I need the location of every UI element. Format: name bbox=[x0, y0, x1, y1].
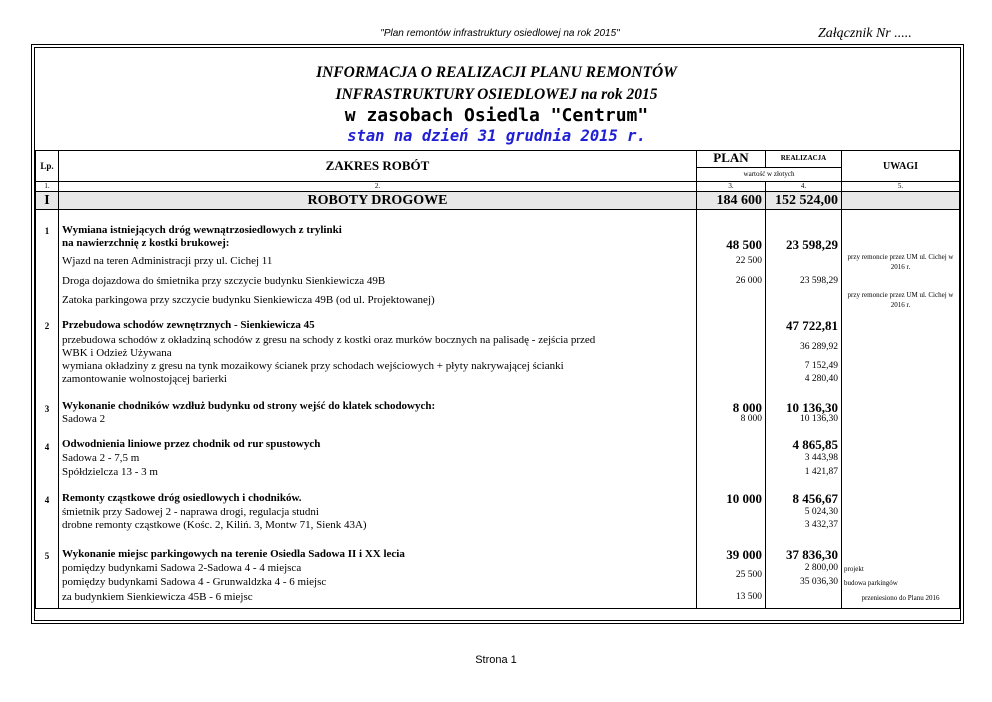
item-realizacja: 4 865,85 bbox=[792, 437, 838, 452]
item-plan: 10 000 bbox=[726, 491, 762, 506]
col-realizacja-header: REALIZACJA bbox=[766, 151, 842, 168]
item-realizacja: 47 722,81 bbox=[786, 318, 838, 333]
item-title: na nawierzchnię z kostki brukowej: bbox=[62, 237, 230, 249]
item-lp: 4 bbox=[44, 495, 50, 505]
section-row bbox=[36, 192, 960, 210]
item-realizacja: 8 456,67 bbox=[792, 491, 838, 506]
item-title: Wymiana istniejących dróg wewnątrzosiedlowych z trylinki bbox=[62, 224, 342, 236]
row-realizacja: 1 421,87 bbox=[804, 467, 838, 477]
note: przy remoncie przez UM ul. Cichej w 2016 r. bbox=[847, 253, 954, 271]
item-row: pomiędzy budynkami Sadowa 4 - Grunwaldzka 4 - 6 miejsc bbox=[62, 576, 327, 588]
item-title: Przebudowa schodów zewnętrznych - Sienkiewicza 45 bbox=[62, 319, 315, 331]
lp-column bbox=[36, 210, 59, 609]
title-line-3: w zasobach Osiedla "Centrum" bbox=[344, 105, 649, 126]
item-row: Sadowa 2 - 7,5 m bbox=[62, 452, 140, 464]
item-plan: 48 500 bbox=[726, 237, 762, 252]
item-row: Wjazd na teren Administracji przy ul. Cichej 11 bbox=[62, 255, 273, 267]
row-realizacja: 10 136,30 bbox=[800, 414, 838, 424]
item-row: Spółdzielcza 13 - 3 m bbox=[62, 466, 158, 478]
item-plan: 8 000 bbox=[732, 400, 762, 415]
item-lp: 5 bbox=[44, 551, 50, 561]
row-realizacja: 2 800,00 bbox=[804, 563, 838, 573]
row-realizacja: 3 443,98 bbox=[804, 453, 838, 463]
row-realizacja: 36 289,92 bbox=[800, 342, 838, 352]
col-number-5: 5. bbox=[842, 182, 960, 192]
realizacja-column bbox=[766, 210, 842, 609]
report-title bbox=[34, 62, 959, 146]
row-realizacja: 3 432,37 bbox=[804, 520, 838, 530]
item-realizacja: 10 136,30 bbox=[786, 400, 838, 415]
item-lp: 2 bbox=[44, 321, 50, 331]
item-row: pomiędzy budynkami Sadowa 2-Sadowa 4 - 4 miejsca bbox=[62, 562, 302, 574]
item-row: WBK i Odzież Używana bbox=[62, 347, 172, 359]
section-realizacja: 152 524,00 bbox=[766, 192, 842, 210]
row-plan: 13 500 bbox=[735, 592, 762, 602]
note: projekt bbox=[844, 565, 864, 573]
col-lp-header: Lp. bbox=[36, 151, 59, 182]
item-row: zamontowanie wolnostojącej barierki bbox=[62, 373, 227, 385]
item-plan: 39 000 bbox=[726, 547, 762, 562]
col-number-3: 3. bbox=[697, 182, 766, 192]
col-number-1: 1. bbox=[36, 182, 59, 192]
note: budowa parkingów bbox=[844, 579, 898, 587]
item-row: za budynkiem Sienkiewicza 45B - 6 miejsc bbox=[62, 591, 253, 603]
row-realizacja: 35 036,30 bbox=[800, 577, 838, 587]
col-zakres-header: ZAKRES ROBÓT bbox=[59, 151, 697, 182]
title-status-date: stan na dzień 31 grudnia 2015 r. bbox=[347, 127, 646, 145]
section-uwagi bbox=[842, 192, 960, 210]
item-row: śmietnik przy Sadowej 2 - naprawa drogi, regulacja studni bbox=[62, 506, 319, 518]
col-number-2: 2. bbox=[59, 182, 697, 192]
note: przeniesiono do Planu 2016 bbox=[861, 594, 940, 602]
item-realizacja: 37 836,30 bbox=[786, 547, 838, 562]
item-realizacja: 23 598,29 bbox=[786, 237, 838, 252]
title-line-1: INFORMACJA O REALIZACJI PLANU REMONTÓW bbox=[316, 64, 677, 81]
item-title: Odwodnienia liniowe przez chodnik od rur spustowych bbox=[62, 438, 321, 450]
col-plan-header: PLAN bbox=[697, 151, 766, 168]
item-lp: 1 bbox=[44, 226, 50, 236]
title-line-2: INFRASTRUKTURY OSIEDLOWEJ na rok 2015 bbox=[335, 86, 658, 103]
item-title: Wykonanie miejsc parkingowych na terenie Osiedla Sadowa II i XX lecia bbox=[62, 548, 405, 560]
row-plan: 22 500 bbox=[735, 256, 762, 266]
col-uwagi-header: UWAGI bbox=[842, 151, 960, 182]
item-row: przebudowa schodów z okładziną schodów z gresu na schody z kostki oraz murków bocznych na palisadę - zejścia przed bbox=[62, 334, 596, 346]
item-lp: 4 bbox=[44, 442, 50, 452]
row-realizacja: 7 152,49 bbox=[804, 361, 838, 371]
zakres-column bbox=[59, 210, 697, 609]
row-realizacja: 5 024,30 bbox=[804, 507, 838, 517]
document-header-title: "Plan remontów infrastruktury osiedlowej na rok 2015" bbox=[380, 28, 620, 39]
item-title: Remonty cząstkowe dróg osiedlowych i chodników. bbox=[62, 492, 302, 504]
item-row: Zatoka parkingowa przy szczycie budynku Sienkiewicza 49B (od ul. Projektowanej) bbox=[62, 294, 435, 306]
col-number-4: 4. bbox=[766, 182, 842, 192]
row-realizacja: 23 598,29 bbox=[800, 276, 838, 286]
plan-column bbox=[697, 210, 766, 609]
page-footer: Strona 1 bbox=[475, 654, 517, 666]
row-plan: 8 000 bbox=[740, 414, 762, 424]
item-row: wymiana okładziny z gresu na tynk mozaikowy ścianek przy schodach wejściowych + płyty nakrywającej ścianki bbox=[62, 360, 564, 372]
row-plan: 25 500 bbox=[735, 570, 762, 580]
attachment-label: Załącznik Nr ..... bbox=[818, 26, 912, 41]
item-title: Wykonanie chodników wzdłuż budynku od strony wejść do klatek schodowych: bbox=[62, 400, 436, 412]
works-table bbox=[35, 150, 960, 609]
row-realizacja: 4 280,40 bbox=[804, 374, 838, 384]
item-lp: 3 bbox=[44, 404, 50, 414]
item-row: drobne remonty cząstkowe (Kośc. 2, Kiliń. 3, Montw 71, Sienk 43A) bbox=[62, 519, 367, 531]
section-label: ROBOTY DROGOWE bbox=[59, 192, 697, 210]
section-plan: 184 600 bbox=[697, 192, 766, 210]
value-unit-label: wartość w złotych bbox=[697, 167, 842, 181]
row-plan: 26 000 bbox=[735, 276, 762, 286]
note: przy remoncie przez UM ul. Cichej w 2016 r. bbox=[847, 291, 954, 309]
item-row: Sadowa 2 bbox=[62, 413, 106, 425]
item-row: Droga dojazdowa do śmietnika przy szczycie budynku Sienkiewicza 49B bbox=[62, 275, 386, 287]
uwagi-column bbox=[842, 210, 960, 609]
section-number: I bbox=[36, 192, 59, 210]
